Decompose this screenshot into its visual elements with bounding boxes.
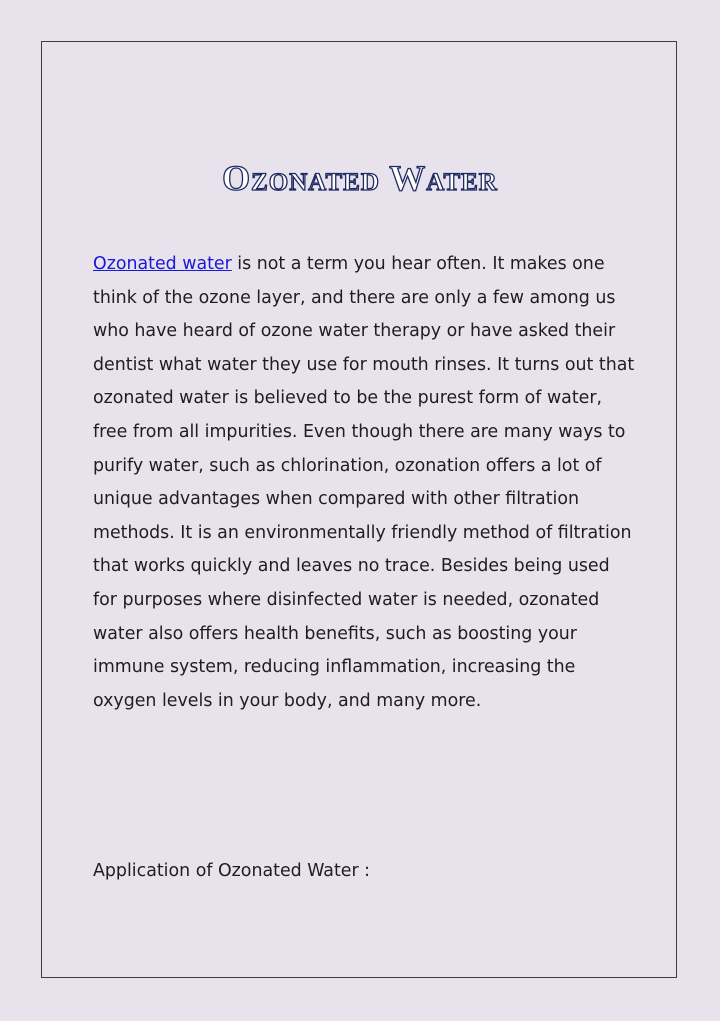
section-heading: Application of Ozonated Water : xyxy=(93,861,371,881)
ozonated-water-link[interactable]: Ozonated water xyxy=(93,254,232,274)
intro-paragraph xyxy=(93,248,638,718)
intro-paragraph-text: is not a term you hear often. It makes one think of the ozone layer, and there are only a few among us who have heard of ozone water therapy or have asked their dentist what water they use for mouth rinses. It turns out that ozonated water is believed to be the purest form of water, free from all impurities. Even though there are many ways to purify water, such as chlorination, ozonation offers a lot of unique advantages when compared with other filtration methods. It is an environmentally friendly method of filtration that works quickly and leaves no trace. Besides being used for purposes where disinfected water is needed, ozonated water also offers health benefits, such as boosting your immune system, reducing inflammation, increasing the oxygen levels in your body, and many more. xyxy=(93,254,635,711)
document-title: Ozonated Water xyxy=(222,158,498,199)
